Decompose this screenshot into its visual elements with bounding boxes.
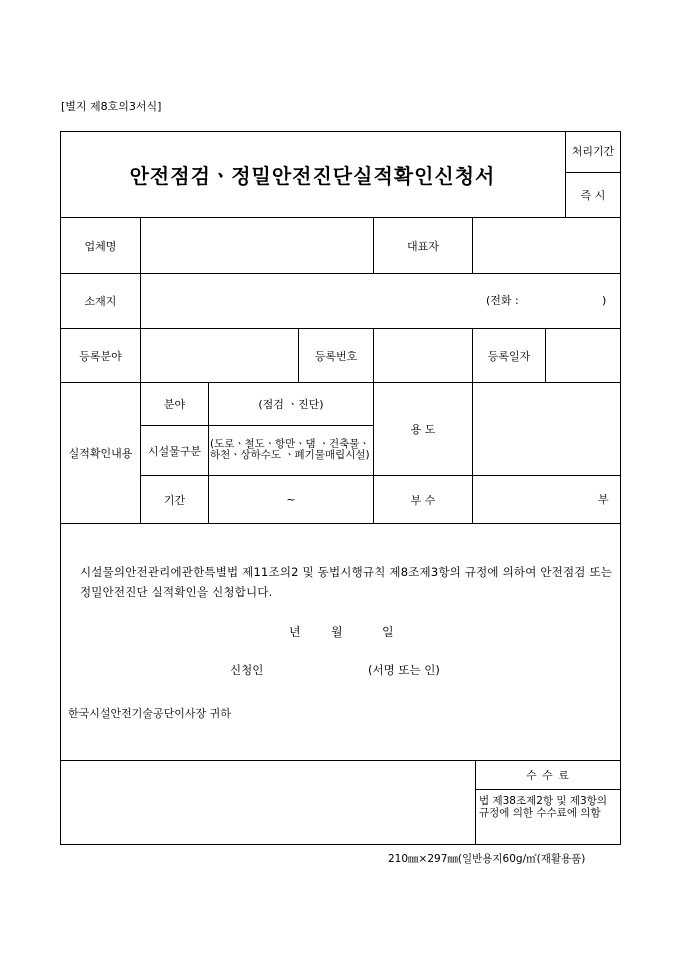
address-label: 소재지 [84, 295, 117, 308]
registration-number-input[interactable] [374, 329, 472, 382]
company-name-field[interactable] [141, 218, 373, 273]
registration-field-input[interactable] [141, 329, 298, 382]
field-value[interactable]: (점검 ㆍ진단) [258, 398, 324, 411]
representative-label: 대표자 [407, 239, 439, 253]
registration-field-label: 등록분야 [79, 349, 122, 363]
signature-label: (서명 또는 인) [368, 663, 440, 677]
phone-label: (전화 : [486, 294, 519, 307]
form-reference: [별지 제8호의3서식] [61, 100, 162, 113]
processing-period-value: 즉 시 [580, 189, 606, 202]
copies-label: 부 수 [410, 493, 436, 507]
declaration-text: 시설물의안전관리에관한특별법 제11조의2 및 동법시행규칙 제8조제3항의 규정에 의하여 안전점검 또는 정밀안전진단 실적확인을 신청합니다. [80, 565, 613, 599]
facility-type-label: 시설물구분 [147, 444, 202, 458]
registration-number-label: 등록번호 [314, 349, 358, 363]
document-title: 안전점검ㆍ정밀안전진단실적확인신청서 [129, 163, 496, 188]
representative-field[interactable] [473, 218, 620, 273]
period-value[interactable]: ~ [286, 493, 296, 506]
usage-field[interactable] [473, 383, 620, 475]
applicant-label: 신청인 [230, 663, 264, 677]
period-label: 기간 [163, 493, 186, 507]
registration-date-label: 등록일자 [487, 349, 531, 363]
usage-label: 용 도 [410, 423, 436, 436]
facility-type-text: (도로ㆍ철도ㆍ항만ㆍ댐 ㆍ건축물ㆍ하천ㆍ상하수도 ㆍ폐기물매립시설) [210, 437, 370, 461]
recipient: 한국시설안전기술공단이사장 귀하 [68, 707, 231, 720]
fee-note: 법 제38조제2항 및 제3항의 규정에 의한 수수료에 의함 [479, 795, 608, 819]
fee-label: 수 수 료 [526, 769, 570, 782]
copies-unit: 부 [598, 493, 609, 506]
processing-period-label: 처리기간 [571, 145, 615, 158]
performance-label: 실적확인내용 [68, 447, 133, 460]
field-label: 분야 [163, 398, 186, 411]
phone-close: ) [602, 294, 607, 307]
facility-type-value[interactable] [210, 427, 372, 473]
company-name-label: 업체명 [84, 239, 117, 253]
date-month: 월 [331, 625, 343, 639]
date-day: 일 [382, 625, 394, 639]
paper-spec: 210㎜×297㎜(일반용지60g/㎡(재활용품) [388, 853, 586, 865]
date-year: 년 [289, 625, 301, 639]
address-field[interactable] [141, 274, 620, 328]
registration-date-input[interactable] [546, 329, 620, 382]
